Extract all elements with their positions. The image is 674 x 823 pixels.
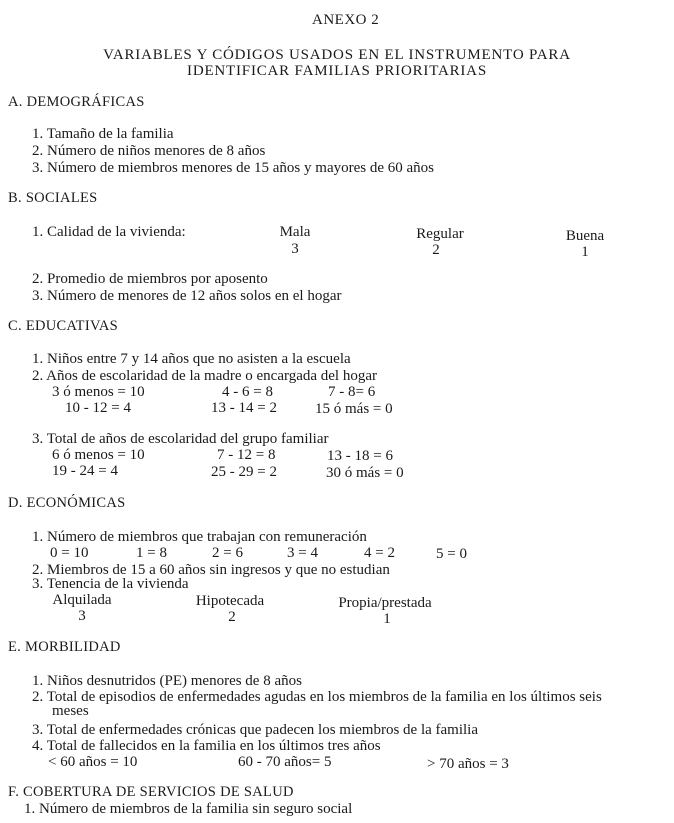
c2-code-4: 10 - 12 = 4 — [65, 400, 131, 416]
quality-label-mala: Mala — [279, 224, 311, 240]
tenure-label-propia: Propia/prestada — [338, 595, 432, 611]
d1-code-6: 5 = 0 — [436, 546, 467, 562]
section-a-item-1: 1. Tamaño de la familia — [32, 126, 174, 142]
d1-code-5: 4 = 2 — [364, 545, 395, 561]
section-b-item-1: 1. Calidad de la vivienda: — [32, 224, 186, 240]
d1-code-3: 2 = 6 — [212, 545, 243, 561]
section-e-item-2-line-1: 2. Total de episodios de enfermedades agudas en los miembros de la familia en los últimos seis — [32, 689, 602, 705]
section-c-item-3: 3. Total de años de escolaridad del grupo familiar — [32, 431, 329, 447]
e4-code-1: < 60 años = 10 — [48, 754, 138, 770]
section-b-item-3: 3. Número de menores de 12 años solos en el hogar — [32, 288, 342, 304]
c3-code-6: 30 ó más = 0 — [326, 465, 404, 481]
section-a-item-2: 2. Número de niños menores de 8 años — [32, 143, 266, 159]
tenure-code-propia: 1 — [383, 611, 391, 627]
quality-code-buena: 1 — [581, 244, 589, 260]
c2-code-5: 13 - 14 = 2 — [211, 400, 277, 416]
tenure-label-hipotecada: Hipotecada — [195, 593, 265, 609]
c2-code-3: 7 - 8= 6 — [328, 384, 376, 400]
section-c-item-1: 1. Niños entre 7 y 14 años que no asisten a la escuela — [32, 351, 351, 367]
c3-code-3: 13 - 18 = 6 — [327, 448, 393, 464]
document-title-line-2: IDENTIFICAR FAMILIAS PRIORITARIAS — [187, 63, 487, 79]
section-a-heading: A. DEMOGRÁFICAS — [8, 94, 145, 110]
section-e-item-3: 3. Total de enfermedades crónicas que padecen los miembros de la familia — [32, 722, 479, 738]
quality-label-buena: Buena — [565, 228, 605, 244]
section-b-heading: B. SOCIALES — [8, 190, 98, 206]
d1-code-2: 1 = 8 — [136, 545, 167, 561]
quality-code-mala: 3 — [291, 241, 299, 257]
e4-code-3: > 70 años = 3 — [427, 756, 509, 772]
section-d-item-1: 1. Número de miembros que trabajan con remuneración — [32, 529, 367, 545]
e4-code-2: 60 - 70 años= 5 — [238, 754, 332, 770]
annex-label: ANEXO 2 — [312, 12, 380, 28]
section-c-item-2: 2. Años de escolaridad de la madre o encargada del hogar — [32, 368, 377, 384]
c3-code-5: 25 - 29 = 2 — [211, 464, 277, 480]
c3-code-4: 19 - 24 = 4 — [52, 463, 118, 479]
d1-code-4: 3 = 4 — [287, 545, 318, 561]
section-c-heading: C. EDUCATIVAS — [8, 318, 118, 334]
section-f-item-1: 1. Número de miembros de la familia sin seguro social — [24, 801, 353, 817]
c3-code-1: 6 ó menos = 10 — [52, 447, 145, 463]
quality-label-regular: Regular — [416, 226, 464, 242]
section-d-heading: D. ECONÓMICAS — [8, 495, 126, 511]
section-f-heading: F. COBERTURA DE SERVICIOS DE SALUD — [8, 784, 294, 800]
c3-code-2: 7 - 12 = 8 — [217, 447, 276, 463]
section-b-item-2: 2. Promedio de miembros por aposento — [32, 271, 268, 287]
c2-code-6: 15 ó más = 0 — [315, 401, 393, 417]
quality-code-regular: 2 — [432, 242, 440, 258]
section-a-item-3: 3. Número de miembros menores de 15 años y mayores de 60 años — [32, 160, 434, 176]
section-e-item-1: 1. Niños desnutridos (PE) menores de 8 años — [32, 673, 302, 689]
section-d-item-2: 2. Miembros de 15 a 60 años sin ingresos y que no estudian — [32, 562, 390, 578]
section-e-item-4: 4. Total de fallecidos en la familia en los últimos tres años — [32, 738, 381, 754]
tenure-code-alquilada: 3 — [78, 608, 86, 624]
c2-code-2: 4 - 6 = 8 — [222, 384, 273, 400]
d1-code-1: 0 = 10 — [50, 545, 89, 561]
section-d-item-3: 3. Tenencia de la vivienda — [32, 576, 189, 592]
section-e-heading: E. MORBILIDAD — [8, 639, 121, 655]
tenure-label-alquilada: Alquilada — [52, 592, 112, 608]
c2-code-1: 3 ó menos = 10 — [52, 384, 145, 400]
section-e-item-2-line-2: meses — [52, 703, 89, 719]
tenure-code-hipotecada: 2 — [228, 609, 236, 625]
document-title-line-1: VARIABLES Y CÓDIGOS USADOS EN EL INSTRUMENTO PARA — [103, 47, 571, 63]
